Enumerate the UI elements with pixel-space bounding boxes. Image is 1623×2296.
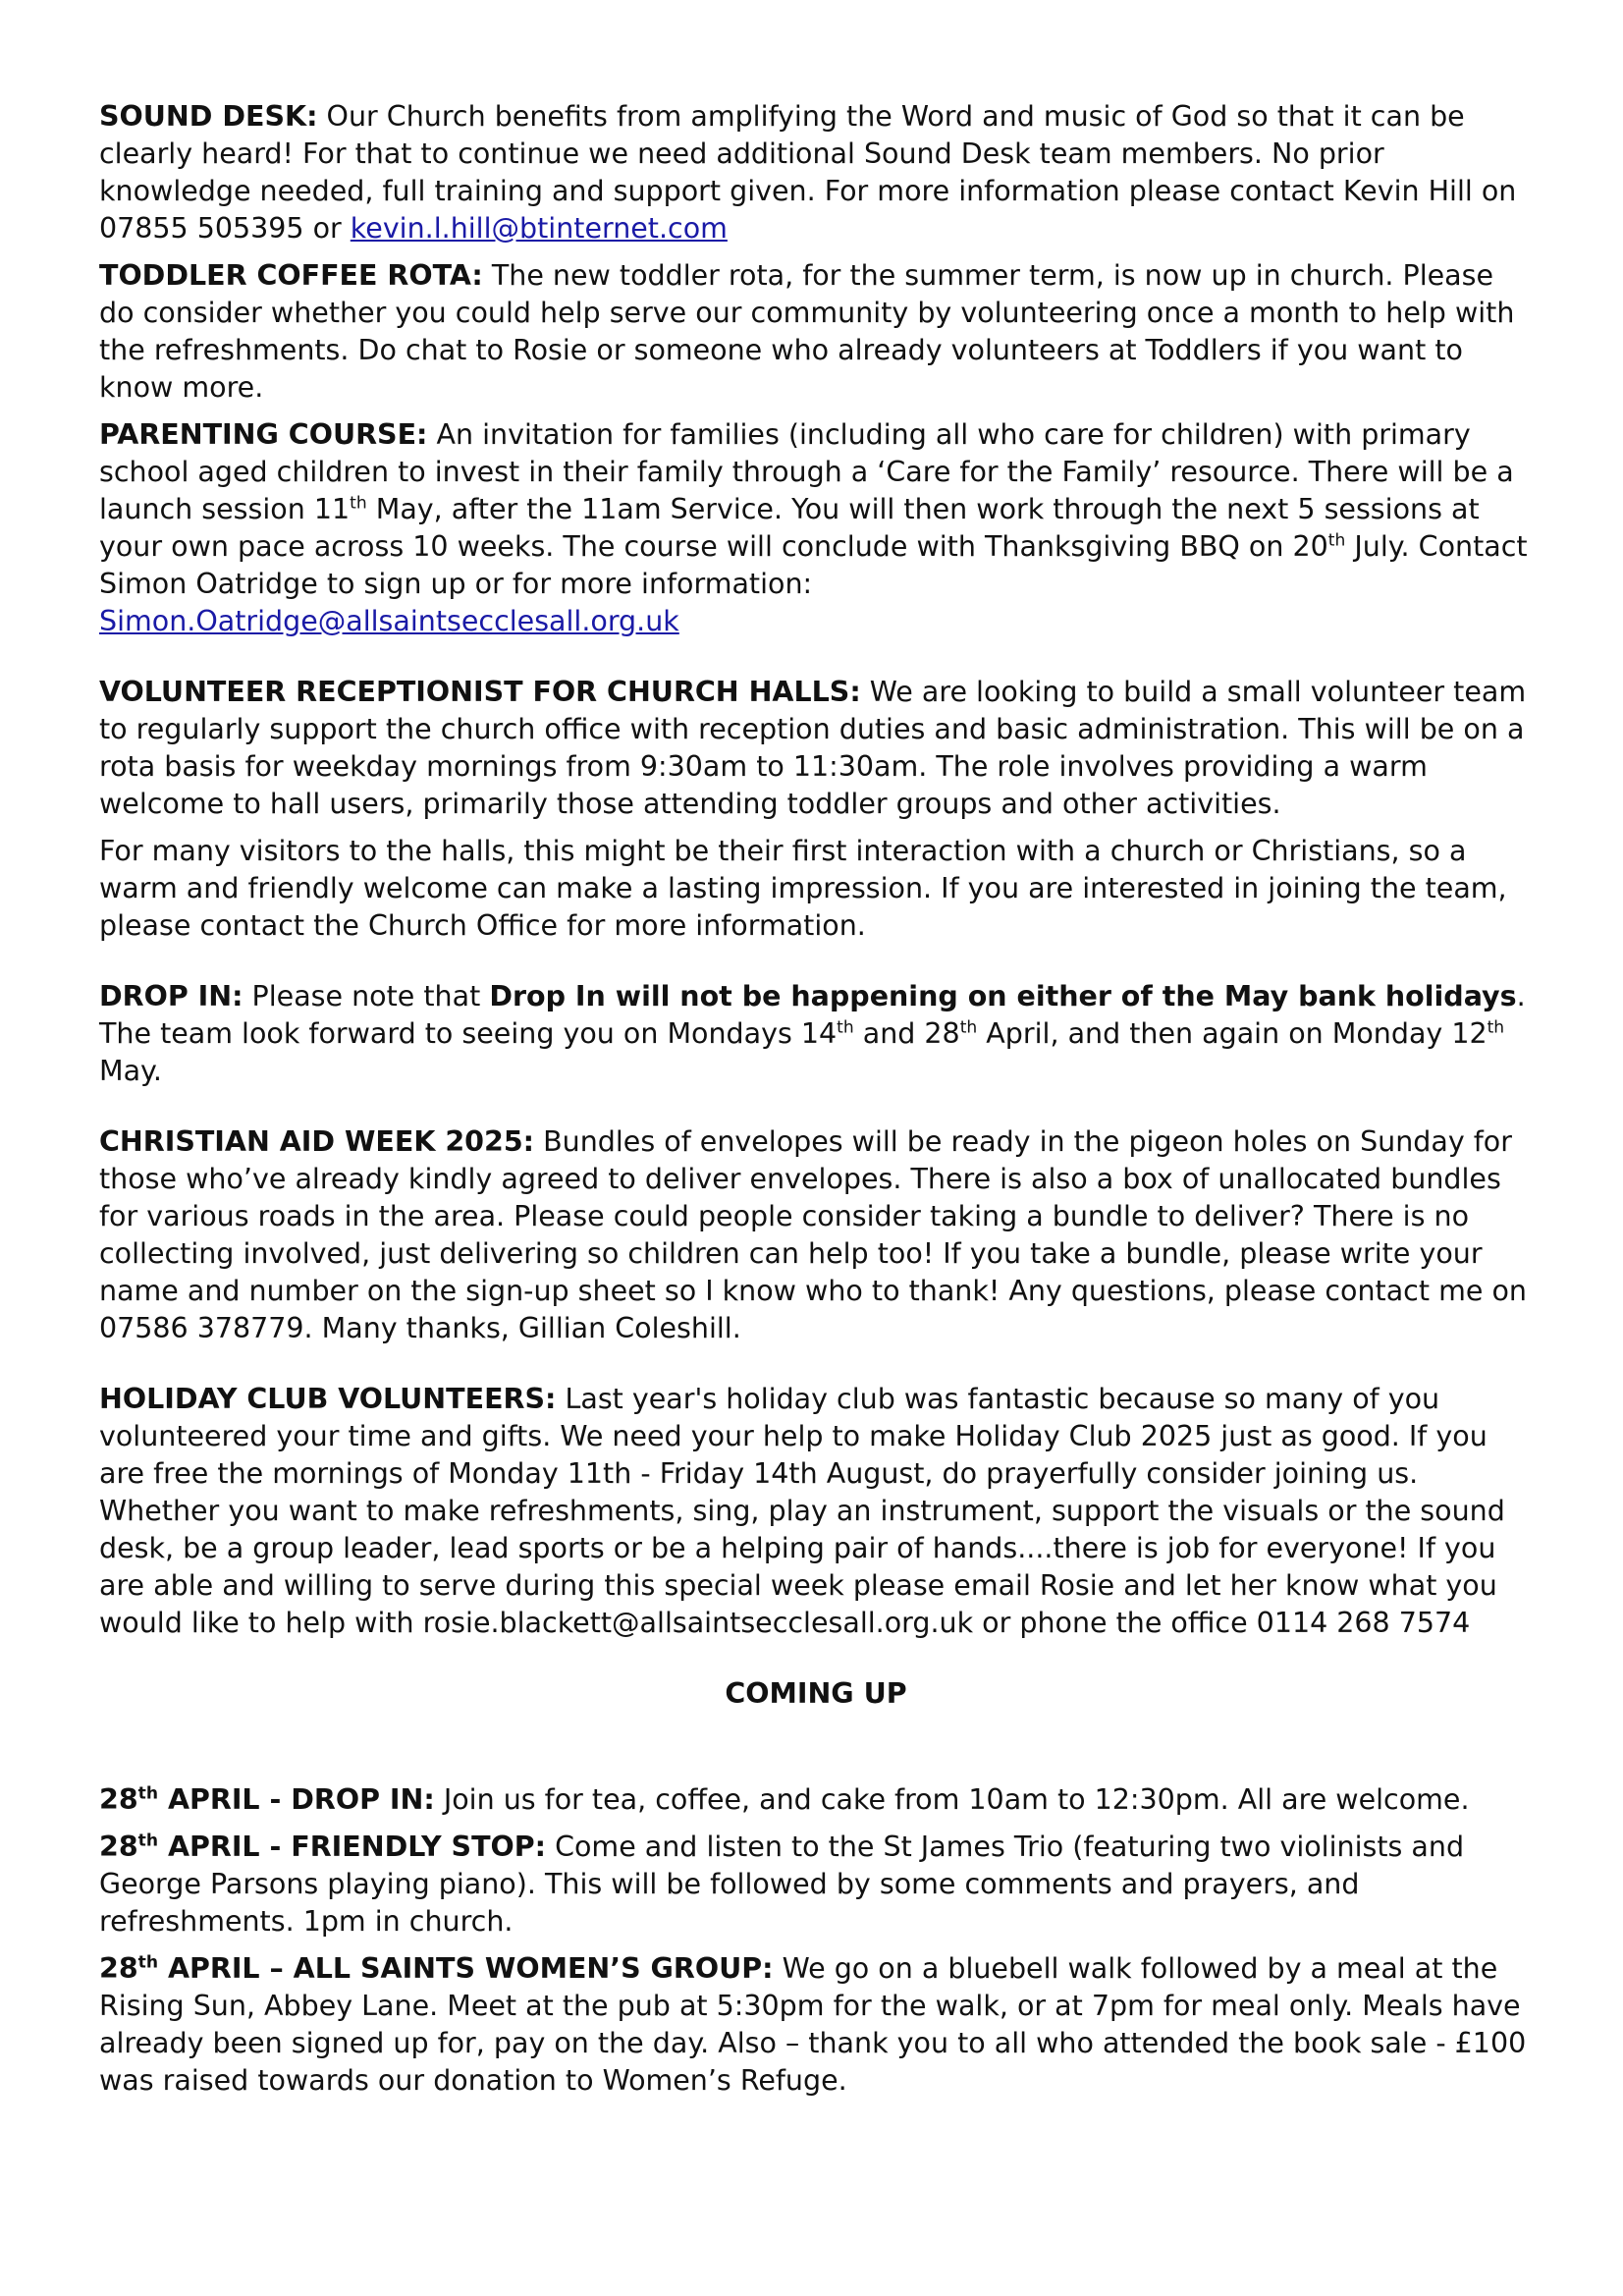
- notice-christian-aid: CHRISTIAN AID WEEK 2025: Bundles of envelopes will be ready in the pigeon holes on Sunday for those who’ve already kindly agreed to deliver envelopes. There is also a box of unallocated bundles for various roads in the area. Please could people consider taking a bundle to deliver? There is no collecting involved, just delivering so children can help too! If you take a bundle, please write your name and number on the sign-up sheet so I know who to thank! Any questions, please contact me on 07586 378779. Many thanks, Gillian Coleshill.: [99, 1125, 1527, 1344]
- simon-email-link[interactable]: Simon.Oatridge@allsaintsecclesall.org.uk: [99, 605, 679, 637]
- event-friendly-stop: 28th APRIL - FRIENDLY STOP: Come and listen to the St James Trio (featuring two violinists and George Parsons playing piano). This will be followed by some comments and prayers, and refreshments. 1pm in church.: [99, 1831, 1465, 1938]
- notice-receptionist-cont: For many visitors to the halls, this might be their first interaction with a church or Christians, so a warm and friendly welcome can make a lasting impression. If you are interested in joining the team, please contact the Church Office for more information.: [99, 835, 1507, 942]
- kevin-email-link[interactable]: kevin.l.hill@btinternet.com: [350, 212, 728, 245]
- notice-heading: PARENTING COURSE:: [99, 418, 428, 451]
- notice-heading: DROP IN:: [99, 980, 243, 1012]
- notice-heading: HOLIDAY CLUB VOLUNTEERS:: [99, 1383, 557, 1415]
- notice-heading: SOUND DESK:: [99, 100, 318, 133]
- event-drop-in: 28th APRIL - DROP IN: Join us for tea, coffee, and cake from 10am to 12:30pm. All are welcome.: [99, 1783, 1470, 1816]
- event-heading: 28th APRIL - FRIENDLY STOP:: [99, 1831, 547, 1863]
- notice-heading: TODDLER COFFEE ROTA:: [99, 259, 483, 292]
- notice-toddler-coffee: TODDLER COFFEE ROTA: The new toddler rota, for the summer term, is now up in church. Please do consider whether you could help serve our community by volunteering once a month to help with the refreshments. Do chat to Rosie or someone who already volunteers at Toddlers if you want to know more.: [99, 259, 1515, 404]
- event-heading: 28th APRIL – ALL SAINTS WOMEN’S GROUP:: [99, 1952, 774, 1985]
- event-womens-group: 28th APRIL – ALL SAINTS WOMEN’S GROUP: We go on a bluebell walk followed by a meal at the Rising Sun, Abbey Lane. Meet at the pub at 5:30pm for the walk, or at 7pm for meal only. Meals have already been signed up for, pay on the day. Also – thank you to all who attended the book sale - £100 was raised towards our donation to Women’s Refuge.: [99, 1952, 1527, 2097]
- coming-up-heading: COMING UP: [725, 1677, 907, 1710]
- notices-page: [99, 98, 1533, 2100]
- notice-holiday-club: HOLIDAY CLUB VOLUNTEERS: Last year's holiday club was fantastic because so many of you volunteered your time and gifts. We need your help to make Holiday Club 2025 just as good. If you are free the mornings of Monday 11th - Friday 14th August, do prayerfully consider joining us. Whether you want to make refreshments, sing, play an instrument, support the visuals or the sound desk, be a group leader, lead sports or be a helping pair of hands....there is job for everyone! If you are able and willing to serve during this special week please email Rosie and let her know what you would like to help with rosie.blackett@allsaintsecclesall.org.uk or phone the office 0114 268 7574: [99, 1383, 1505, 1639]
- notice-receptionist: VOLUNTEER RECEPTIONIST FOR CHURCH HALLS: We are looking to build a small volunteer team to regularly support the church office with reception duties and basic administration. This will be on a rota basis for weekday mornings from 9:30am to 11:30am. The role involves providing a warm welcome to hall users, primarily those attending toddler groups and other activities.: [99, 676, 1527, 820]
- notice-heading: VOLUNTEER RECEPTIONIST FOR CHURCH HALLS:: [99, 676, 861, 708]
- notice-drop-in: DROP IN: Please note that Drop In will not be happening on either of the May bank holidays. The team look forward to seeing you on Mondays 14th and 28th April, and then again on Monday 12th May.: [99, 980, 1526, 1087]
- notice-heading: CHRISTIAN AID WEEK 2025:: [99, 1125, 535, 1158]
- event-heading: 28th APRIL - DROP IN:: [99, 1783, 435, 1816]
- notice-parenting-course: PARENTING COURSE: An invitation for families (including all who care for children) with primary school aged children to invest in their family through a ‘Care for the Family’ resource. There will be a launch session 11th May, after the 11am Service. You will then work through the next 5 sessions at your own pace across 10 weeks. The course will conclude with Thanksgiving BBQ on 20th July. Contact Simon Oatridge to sign up or for more information: Simon.Oatridge@allsaintsecclesall.org.uk: [99, 418, 1528, 637]
- notice-sound-desk: SOUND DESK: Our Church benefits from amplifying the Word and music of God so that it can be clearly heard! For that to continue we need additional Sound Desk team members. No prior knowledge needed, full training and support given. For more information please contact Kevin Hill on 07855 505395 or kevin.l.hill@btinternet.com: [99, 100, 1517, 245]
